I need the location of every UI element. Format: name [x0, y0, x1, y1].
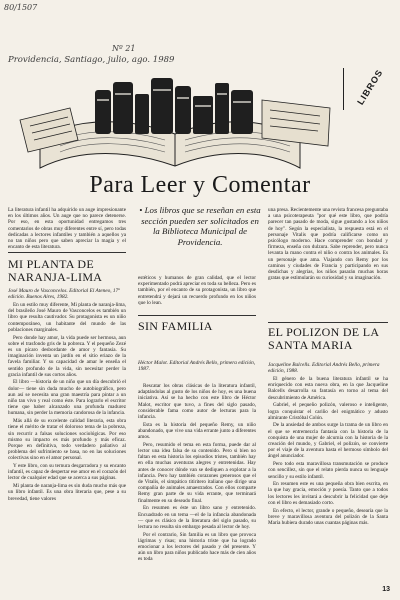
paragraph: Pero donde hay amor, la vida puede ser hermosa, aun sobre el trasfondo gris de la pobreza. Y el pequeño Zezé es un pícaro desbordante de amor y fantasía. Su imaginación inventa un jardín en el sitio eriazo de la favela familiar. Y su capacidad de amar le enseña el sentido profundo de la vida, sin necesitar perder la gracia infantil de sus cortos años. [8, 334, 126, 378]
section-tag [343, 68, 394, 110]
paragraph: El género de la buena literatura infantil se ha enriquecido con esta nueva obra, en la que Jacqueline Balcells desarrolla su fantasía en torno al tema del descubrimiento de América. [268, 376, 388, 401]
archive-stamp: 80/1507 [4, 3, 38, 12]
divider [8, 252, 126, 253]
book3-reference: Jacqueline Balcells. Editorial Andrés Bello, primera edición, 1988. [268, 362, 380, 375]
source-note: Providencia, Santiago, julio, ago. 1989 [8, 55, 175, 65]
paragraph: De la ansiedad de ambos surge la trama de un libro en el que se entremezcla fantasía con la historia de la conquista de una mujer de alcurnia con la historia de la creación del mundo, y Gabriel, el polizón, se convierte por el viaje de la aventura hasta el hermoso símbolo del ángel anunciador. [268, 422, 388, 460]
paragraph: En resumen es éste un libro sano y entretenido. Encuadrado en un tema —el de la infancia abandonada— que es clásico de la literatura del siglo pasado, su lectura no resulta sin embargo pesada al lector de hoy. [138, 505, 256, 530]
paragraph: Mi planta de naranja-lima es sin duda mucho más que un libro infantil. Es una obra literaria que, pese a su brevedad, tiene valores [8, 483, 126, 502]
book1-reference: José Mauro de Vasconcelos. Editorial El Ateneo, 17ª edición. Buenos Aires, 1982. [8, 288, 120, 301]
page-title: Para Leer y Comentar [89, 172, 311, 198]
book1-review-continued: estéticos y humanos de gran calidad, que el lector experimentado podrá apreciar en toda su belleza. Pero es también, por el encanto de su protagonista, un libro que entretendrá y dejará un recuerdo profundo en los niños que lo lean. [138, 275, 256, 306]
divider [268, 322, 388, 323]
intro-text: La literatura infantil ha adquirido un auge impresionante en los últimos años. Un auge que no parece detenerse. Por eso, en esta oportunidad entregamos tres comentarios de obras muy diferentes entre sí, pero todas dedicadas a lectores infantiles y también a aquellos ya no tan niños pero que saben apreciar la magia y el encanto de esta literatura. [8, 207, 126, 249]
issue-number-note: Nº 21 [112, 44, 136, 53]
paragraph: El libro —historia de un niño que un día descubrió el dolor— tiene sin duda mucho de autobiográfico, pero aun así se necesita una gran maestría para pintar a un niño tan vivo y real como éste. Para lograrlo el escritor tiene que haber alcanzado una profunda madurez humana, sin perder la memoria candorosa de la infancia. [8, 379, 126, 417]
book2-heading: SIN FAMILIA [138, 319, 213, 333]
book1-review [8, 302, 126, 592]
paragraph: En un estilo muy diferente, Mi planta de naranja-lima, del brasileño José Mauro de Vasconcelos es también un libro que resulta cautivador. Su protagonista es un niño contemporáneo, un habitante del mundo de las poblaciones marginales. [8, 302, 126, 333]
paragraph: Y este libro, con su ternura desgarradora y su encanto infantil, es capaz de despertar ese amor en el corazón del lector de cualquier edad que se acerca a sus páginas. [8, 463, 126, 482]
page-number: 13 [382, 586, 390, 593]
paragraph: Rescatar los obras clásicas de la literatura infantil, adaptándolas al gusto de los niños de hoy, es una buena iniciativa. Así se ha hecho con este libro de Héctor Malot, escritor que tuvo, a fines del siglo pasado, considerable fama como autor de lecturas para la infancia. [138, 383, 256, 421]
divider [138, 315, 256, 316]
paragraph: En efecto, el lector, grande o pequeño, desearía que la breve y maravillosa aventura del polizón de la Santa María hubiera durado unas cuantas páginas más. [268, 507, 388, 526]
bullet-icon: • [139, 205, 145, 215]
paragraph: Más allá de su excelente calidad literaria, esta obra tiene el mérito de tratar el doloroso tema de la pobreza, sin recurrir a falsas soluciones sociológicas. Por eso mismo su impacto es más profundo y más eficaz. Porque en definitiva, todo verdadero paliativo al problema del sufrimiento se basa, no en las soluciones colectivas sino en el amor personal. [8, 418, 126, 462]
book1-heading: MI PLANTA DE NARANJA-LIMA [8, 257, 103, 284]
library-callout [138, 205, 262, 247]
book2-review [138, 383, 256, 593]
book2-reference: Héctor Malot. Editorial Andrés Bello, primera edición, 1987. [138, 360, 256, 373]
callout-text: Los libros que se reseñan en esta sección pueden ser solicitados en la Biblioteca Municipal de Providencia. [141, 205, 261, 247]
paragraph: Gabriel, el pequeño polizón, valeroso e inteligente, logra conquistar el cariño del enigmático y adusto almirante Cristóbal Colón. [268, 402, 388, 421]
book3-review [268, 376, 388, 592]
book3-heading: EL POLIZON DE LA SANTA MARIA [268, 325, 379, 352]
paragraph: Pero, resumido el tema en esta forma, puede dar al lector una idea falsa de su contenido. Pero si bien no faltan en esta historia los episodios tristes, también hay en ella muchas aventuras alegres y entretenidas. Hay antes de conocer dónde van se dediquen a explotar a la infancia. Pero hay también corazones generosos que el de Vitalis, el simpático titiritero italiano que dirige una compañía de animales amaestrados. Con ellos comparte Remy gran parte de su vida errante, que terminará finalmente en su deseado final. [138, 441, 256, 504]
paragraph: En resumen este es una pequeña obra bien escrita, en la que hay gracia, emoción y poesía. Tanto que a todos los lectores les invitará a descubrir la felicidad que deje con el libro es demasiado corto. [268, 481, 388, 506]
book2-review-continued: una presa. Recientemente una revista francesa preguntaba a una psicoterapeuta "por qué este libro, que podría parecer tan pasado de moda, sigue gustando a los niños de hoy". Según la especialista, la respuesta está en el personaje Vitalis que podría calificarse como un psicólogo moderno. Hace comprender con bondad y firmeza, enseña con dulzura. Sabe reprender, pero nunca levanta la mano contra el niño o contra los animales. Es un personaje que ama. Viajando con Remy por los caminos y ciudades de Francia y participando en sus desdichas y alegrías, los niños pasarán muchas horas gratas que estimularán su curiosidad y su imaginación. [268, 207, 388, 282]
paragraph: Esta es la historia del pequeño Remy, un niño abandonado, que vive una vida errante junto a diferentes amos. [138, 421, 256, 441]
paragraph: Por el contrario, Sin familia es un libro que provoca lágrimas y risas; una historia triste que ha logrado emocionar a los lectores del pasado y del presente. Y aún un libro para niños publicado hace más de cien años es toda [138, 531, 256, 563]
paragraph: Pero todo esta maravillosa transmutación se produce con sencillez, sin que el relato pierda nunca su lenguaje sencillo y su estilo infantil. [268, 461, 388, 480]
section-tag-label: LIBROS [355, 67, 385, 107]
books-illustration [0, 68, 400, 173]
